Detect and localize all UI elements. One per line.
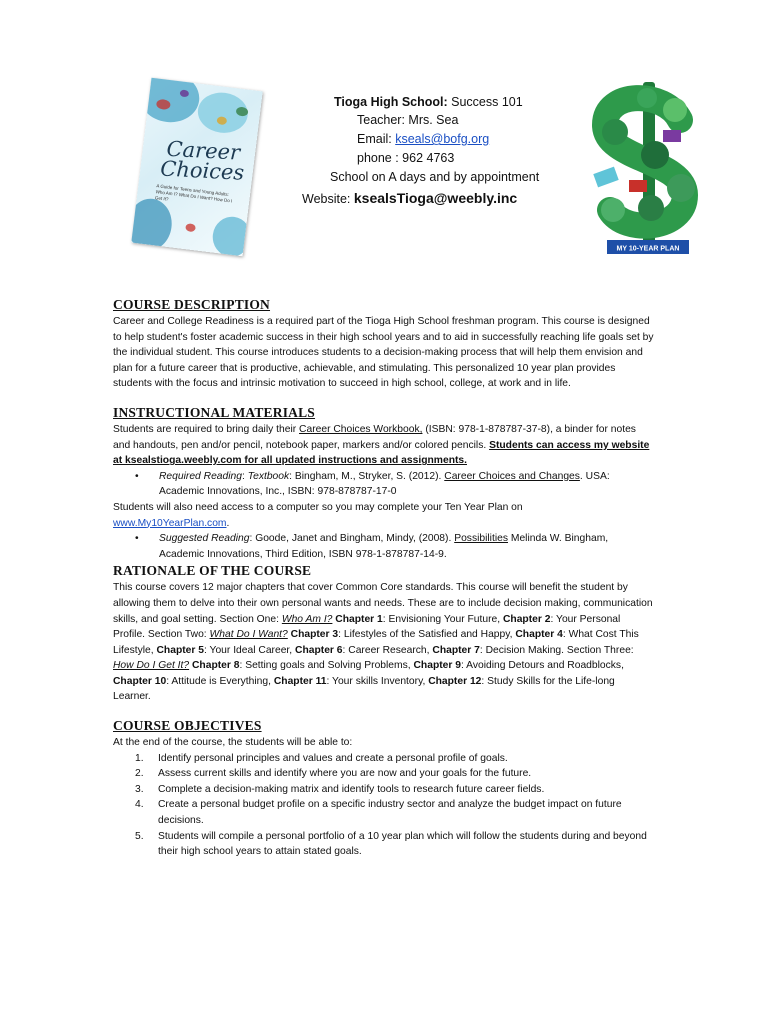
materials-text-2: (ISBN: 978-1-878787-37-8), a binder for notes and handouts, pen and/or pencil, notebook paper, markers and/or colored pencils. (113, 423, 636, 451)
chapter-8-label: Chapter 8 (189, 660, 240, 672)
suggested-reading-item (113, 531, 655, 562)
materials-text: Students are required to bring daily their (113, 423, 300, 435)
required-reading-title: Career Choices and Changes (444, 470, 580, 482)
dollar-sign-icon (593, 82, 695, 252)
objective-text: Create a personal budget profile on a specific industry sector and analyze the budget impact on future decisions. (158, 799, 622, 827)
phone-line: phone : 962 4763 (357, 151, 455, 165)
chapter-3-title: : Lifestyles of the Satisfied and Happy, (338, 629, 516, 641)
required-reading-publisher: . USA: Academic Innovations, Inc., ISBN: 978-878787-17-0 (159, 470, 610, 498)
book-subtitle: A Guide for Teens and Young Adults: Who Am I? What Do I Want? How Do I Get It? (154, 183, 233, 204)
website-label: Website: (302, 192, 354, 206)
chapter-4-title: : What Cost This Lifestyle, (113, 629, 639, 656)
suggested-reading-authors: : Goode, Janet and Bingham, Mindy, (2008). (249, 533, 455, 545)
chapter-11-title: : Your skills Inventory, (326, 675, 429, 687)
plan-banner-text: MY 10-YEAR PLAN (616, 245, 680, 253)
rationale-heading: RATIONALE OF THE COURSE (113, 563, 312, 579)
instructional-materials-heading: INSTRUCTIONAL MATERIALS (113, 404, 316, 420)
chapter-1-label: Chapter 1 (332, 613, 383, 625)
materials-paragraph (113, 422, 655, 469)
schedule-line: School on A days and by appointment (330, 170, 540, 184)
main-content (113, 296, 655, 860)
rationale-paragraph (113, 580, 655, 705)
section-three-title: How Do I Get It? (113, 660, 190, 672)
chapter-5-title: : Your Ideal Career, (204, 644, 296, 656)
teacher-line: Teacher: Mrs. Sea (357, 113, 459, 127)
school-value: Success 101 (447, 95, 523, 109)
objective-item (113, 782, 655, 798)
website-line (302, 190, 517, 206)
chapter-4-label: Chapter 4 (515, 629, 563, 641)
chapter-2-title: : Your Personal Profile. Section Two: (113, 613, 621, 641)
objective-text: Complete a decision-making matrix and identify tools to research future career fields. (158, 783, 545, 795)
chapter-7-label: Chapter 7 (432, 644, 480, 656)
chapter-7-title: : Decision Making. Section Three: (479, 644, 634, 656)
my10yearplan-link[interactable]: www.My10YearPlan.com (113, 517, 227, 529)
objective-number: 2. (135, 768, 144, 780)
school-line (334, 95, 523, 109)
school-label: Tioga High School: (334, 95, 448, 109)
rationale-intro: This course covers 12 major chapters that cover Common Core standards. This course will benefit the student by allowing them to delve into their own personal wants and needs. These are to include decision making, communication skills, and goal setting. Section One: (113, 582, 653, 625)
chapter-2-label: Chapter 2 (502, 613, 551, 625)
required-reading-label: Required Reading (159, 470, 243, 482)
chapter-11-label: Chapter 11 (273, 675, 327, 687)
email-link[interactable]: kseals@bofg.org (395, 132, 490, 146)
chapter-5-label: Chapter 5 (156, 644, 204, 656)
course-description-text: Career and College Readiness is a required part of the Tioga High School freshman program. This course is designed to help student's foster academic success in their high school years and to aid in successfully reaching life goals set by the individual student. This course introduces students to a decision-making process that will help them envision and plan for a future career that is productive, achievable, and stimulating. This personalized 10 year plan provides students with the focus and intrinsic motivation to succeed in high school, college, at work and in life. (113, 316, 654, 390)
required-reading-item (113, 469, 655, 500)
workbook-title: Career Choices Workbook, (299, 423, 423, 435)
chapter-8-title: : Setting goals and Solving Problems, (239, 660, 414, 672)
objective-item (113, 766, 655, 782)
section-two-title: What Do I Want? (209, 629, 288, 641)
objective-text: Students will compile a personal portfolio of a 10 year plan which will follow the students during and beyond their high school years to attain stated goals. (158, 830, 647, 858)
chapter-10-label: Chapter 10 (113, 675, 167, 687)
suggested-reading-title: Possibilities (454, 533, 508, 545)
course-objectives-heading: COURSE OBJECTIVES (113, 718, 262, 734)
objective-number: 4. (135, 799, 144, 811)
objective-text: Assess current skills and identify where you are now and your goals for the future. (158, 768, 532, 780)
section-one-title: Who Am I? (281, 613, 333, 625)
suggested-reading-label: Suggested Reading (159, 533, 250, 545)
email-label: Email: (357, 132, 396, 146)
objective-number: 1. (135, 752, 144, 764)
colon: : (242, 470, 248, 482)
period: . (226, 517, 230, 529)
required-reading-authors: : Bingham, M., Stryker, S. (2012). (289, 470, 445, 482)
chapter-9-title: : Avoiding Detours and Roadblocks, (461, 660, 624, 672)
chapter-3-label: Chapter 3 (287, 629, 339, 641)
objectives-intro: At the end of the course, the students will be able to: (113, 737, 353, 749)
ten-year-plan-graphic (585, 80, 710, 260)
website-value: ksealsTioga@weebly.inc (353, 190, 518, 206)
chapter-12-title: : Study Skills for the Life-long Learner. (113, 675, 615, 703)
objectives-list (113, 751, 655, 860)
email-line (357, 132, 489, 146)
textbook-label: Textbook (247, 470, 290, 482)
objective-item (113, 829, 655, 860)
chapter-6-label: Chapter 6 (295, 644, 343, 656)
computer-access-paragraph (113, 500, 655, 531)
chapter-12-label: Chapter 12 (428, 675, 482, 687)
objective-text: Identify personal principles and values and create a personal profile of goals. (158, 752, 508, 764)
computer-access-text: Students will also need access to a computer so you may complete your Ten Year Plan on (113, 501, 523, 513)
objective-number: 3. (135, 783, 144, 795)
objective-number: 5. (135, 830, 144, 842)
book-title: Career Choices (159, 136, 245, 185)
course-description-heading: COURSE DESCRIPTION (113, 297, 271, 312)
chapter-9-label: Chapter 9 (413, 660, 461, 672)
suggested-reading-publisher: Melinda W. Bingham, Academic Innovations, Third Edition, ISBN 978-1-878787-14-9. (159, 533, 609, 560)
objective-item (113, 797, 655, 828)
career-choices-book-cover (131, 78, 262, 256)
chapter-1-title: : Envisioning Your Future, (382, 613, 503, 625)
website-access-note: Students can access my website at ksealstioga.weebly.com for all updated instructions and assignments. (113, 439, 650, 467)
chapter-6-title: : Career Research, (342, 644, 433, 656)
objective-item (113, 751, 655, 767)
chapter-10-title: : Attitude is Everything, (166, 675, 274, 687)
